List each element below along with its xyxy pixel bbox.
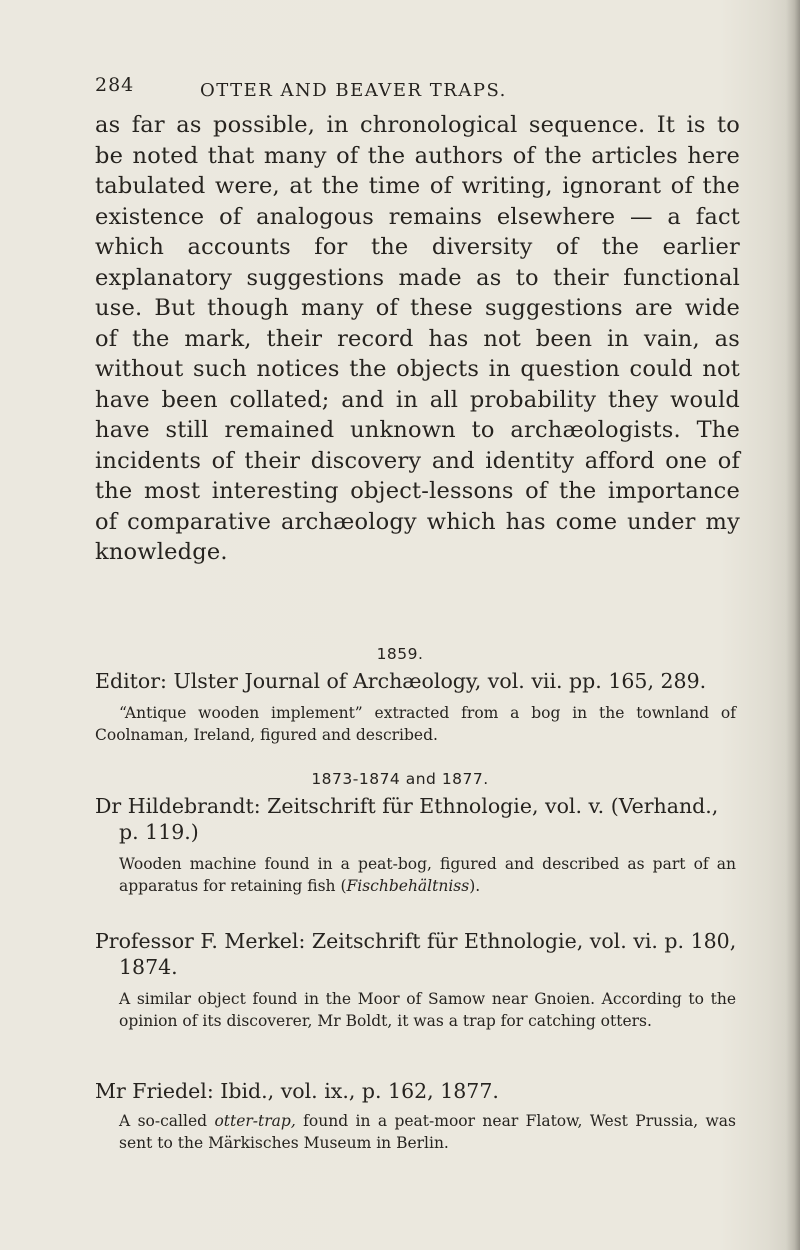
page-edge-shadow: [786, 0, 800, 1250]
entry-note-text: Wooden machine found in a peat-bog, figured and described as part of an apparatus for retaining fish (: [119, 855, 736, 895]
section-year-1859: 1859.: [376, 645, 424, 663]
entry-note-text: found in a peat-moor near Flatow, West Prussia, was sent to the Märkisches Museum in Berlin.: [119, 1112, 736, 1152]
entry-citation: Mr Friedel: Ibid., vol. ix., p. 162, 1877.: [95, 1079, 499, 1103]
entry-citation: Editor: Ulster Journal of Archæology, vol. vii. pp. 165, 289.: [95, 669, 707, 693]
entry-note: “Antique wooden implement” extracted from a bog in the townland of Coolnaman, Ireland, figured and described.: [95, 704, 736, 744]
entry-note: [95, 853, 740, 897]
entry-note-text: A so-called: [119, 1112, 215, 1130]
entry-note-italic: otter-trap,: [214, 1112, 296, 1130]
bibliography-entry-merkel: [95, 928, 740, 1032]
page-number: 284: [95, 74, 135, 96]
bibliography-entry-editor: [95, 668, 740, 746]
entry-note-italic: Fischbehältniss: [346, 877, 470, 895]
running-head: [95, 74, 735, 104]
entry-citation: Professor F. Merkel: Zeitschrift für Ethnologie, vol. vi. p. 180, 1874.: [95, 929, 737, 979]
bibliography-entry-friedel: [95, 1078, 740, 1154]
entry-note: A similar object found in the Moor of Samow near Gnoien. According to the opinion of its discoverer, Mr Boldt, it was a trap for catching otters.: [119, 990, 736, 1030]
bibliography-entry-hildebrandt: [95, 793, 740, 897]
entry-note-text: ).: [469, 877, 481, 895]
running-head-title: OTTER AND BEAVER TRAPS.: [200, 80, 507, 101]
body-paragraph: as far as possible, in chronological sequence. It is to be noted that many of the authors of the articles here tabulated were, at the time of writing, ignorant of the existence of analogous remains elsewhere — a fact which accounts for the diversity of the earlier explanatory suggestions made as to their functional use. But though many of these suggestions are wide of the mark, their record has not been in vain, as without such notices the objects in question could not have been collated; and in all probability they would have still remained unknown to archæologists. The incidents of their discovery and identity afford one of the most interesting object-lessons of the importance of comparative archæology which has come under my knowledge.: [95, 112, 740, 565]
entry-citation: Dr Hildebrandt: Zeitschrift für Ethnologie, vol. v. (Verhand., p. 119.): [95, 794, 719, 844]
section-year-1873-1877: 1873-1874 and 1877.: [311, 770, 489, 788]
entry-note: [95, 1110, 740, 1154]
